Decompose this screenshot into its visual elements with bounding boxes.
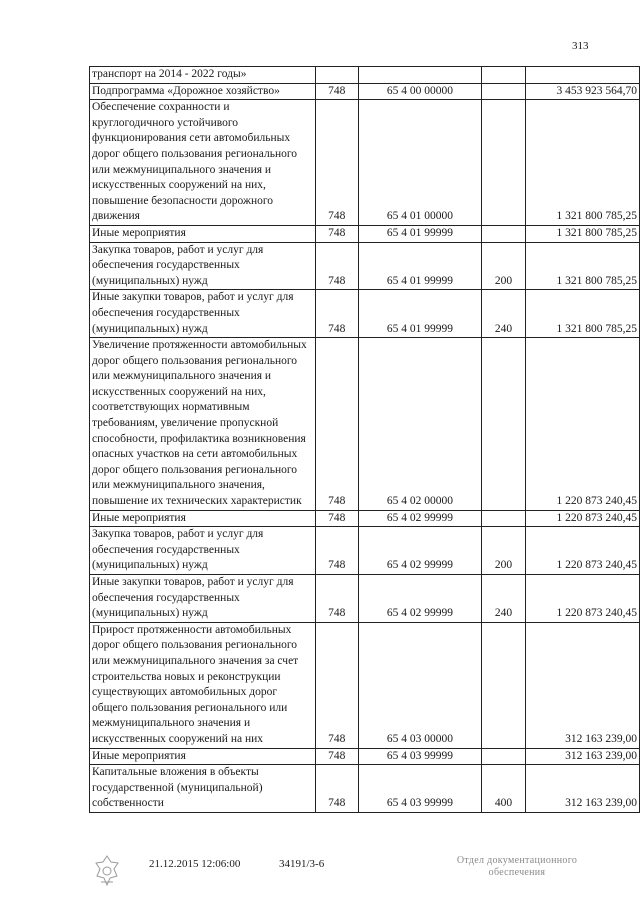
row-expense-type-cell: 200 (482, 242, 525, 290)
row-ved-code-cell: 748 (316, 83, 358, 100)
row-ved-code-cell: 748 (316, 527, 358, 575)
stamp-line-2: обеспечения (488, 867, 546, 878)
row-expense-type-cell (482, 67, 525, 84)
table-row (90, 765, 640, 813)
row-name-cell: Иные мероприятия (90, 748, 316, 765)
row-ved-code-cell: 748 (316, 242, 358, 290)
table-row (90, 510, 640, 527)
row-target-article-cell: 65 4 01 99999 (358, 225, 482, 242)
row-target-article-cell: 65 4 01 00000 (358, 100, 482, 226)
row-expense-type-cell: 200 (482, 527, 525, 575)
row-amount-cell: 1 321 800 785,25 (525, 225, 639, 242)
row-target-article-cell: 65 4 02 00000 (358, 338, 482, 511)
row-name-cell: Закупка товаров, работ и услуг для обеспечения государственных (муниципальных) нужд (90, 527, 316, 575)
row-amount-cell: 312 163 239,00 (525, 748, 639, 765)
row-name-cell: Иные закупки товаров, работ и услуг для обеспечения государственных (муниципальных) нужд (90, 290, 316, 338)
row-ved-code-cell: 748 (316, 100, 358, 226)
row-target-article-cell: 65 4 03 00000 (358, 622, 482, 748)
row-amount-cell: 1 321 800 785,25 (525, 100, 639, 226)
row-name-cell: Увеличение протяженности автомобильных дорог общего пользования регионального или межмуниципального значения и искусственных сооружений на них, соответствующих нормативным требованиям, увеличение пропускной способности, профилактика возникновения опасных участков на сети автомобильных дорог общего пользования регионального или межмуниципального значения, повышение их технических характеристик (90, 338, 316, 511)
row-name-cell: Иные мероприятия (90, 510, 316, 527)
row-amount-cell: 312 163 239,00 (525, 622, 639, 748)
department-stamp (442, 855, 592, 879)
row-expense-type-cell (482, 83, 525, 100)
row-amount-cell: 1 321 800 785,25 (525, 242, 639, 290)
table-row (90, 527, 640, 575)
table-row (90, 225, 640, 242)
row-amount-cell: 3 453 923 564,70 (525, 83, 639, 100)
row-name-cell: Иные закупки товаров, работ и услуг для обеспечения государственных (муниципальных) нужд (90, 575, 316, 623)
row-ved-code-cell: 748 (316, 338, 358, 511)
table-row (90, 748, 640, 765)
row-ved-code-cell: 748 (316, 225, 358, 242)
row-amount-cell: 1 321 800 785,25 (525, 290, 639, 338)
row-expense-type-cell: 240 (482, 290, 525, 338)
row-name-cell: Закупка товаров, работ и услуг для обеспечения государственных (муниципальных) нужд (90, 242, 316, 290)
row-name-cell: транспорт на 2014 - 2022 годы» (90, 67, 316, 84)
table-row (90, 290, 640, 338)
row-target-article-cell: 65 4 00 00000 (358, 83, 482, 100)
row-expense-type-cell (482, 100, 525, 226)
row-expense-type-cell (482, 748, 525, 765)
row-ved-code-cell: 748 (316, 510, 358, 527)
coat-of-arms-icon (92, 854, 122, 888)
footer-datetime: 21.12.2015 12:06:00 (149, 858, 241, 870)
row-name-cell: Прирост протяженности автомобильных дорог общего пользования регионального или межмуниципального значения за счет строительства новых и реконструкции существующих автомобильных дорог общего пользования регионального или межмуниципального значения и искусственных сооружений на них (90, 622, 316, 748)
stamp-line-1: Отдел документационного (456, 855, 578, 866)
row-name-cell: Подпрограмма «Дорожное хозяйство» (90, 83, 316, 100)
row-target-article-cell: 65 4 02 99999 (358, 510, 482, 527)
table-row (90, 575, 640, 623)
row-amount-cell: 1 220 873 240,45 (525, 338, 639, 511)
row-amount-cell: 312 163 239,00 (525, 765, 639, 813)
row-target-article-cell: 65 4 02 99999 (358, 575, 482, 623)
row-expense-type-cell: 400 (482, 765, 525, 813)
row-amount-cell: 1 220 873 240,45 (525, 510, 639, 527)
row-ved-code-cell: 748 (316, 748, 358, 765)
footer-document-code: 34191/3-6 (279, 858, 325, 870)
row-ved-code-cell: 748 (316, 575, 358, 623)
table-row (90, 242, 640, 290)
row-target-article-cell: 65 4 02 99999 (358, 527, 482, 575)
row-ved-code-cell: 748 (316, 622, 358, 748)
table-row (90, 83, 640, 100)
row-expense-type-cell: 240 (482, 575, 525, 623)
table-row (90, 67, 640, 84)
row-name-cell: Обеспечение сохранности и круглогодичного устойчивого функционирования сети автомобильных дорог общего пользования регионального или межмуниципального значения и искусственных сооружений на них, повышение безопасности дорожного движения (90, 100, 316, 226)
row-expense-type-cell (482, 510, 525, 527)
row-amount-cell: 1 220 873 240,45 (525, 575, 639, 623)
table-row (90, 622, 640, 748)
page-number: 313 (572, 40, 589, 52)
row-ved-code-cell: 748 (316, 290, 358, 338)
row-expense-type-cell (482, 225, 525, 242)
row-target-article-cell: 65 4 03 99999 (358, 748, 482, 765)
row-target-article-cell (358, 67, 482, 84)
row-target-article-cell: 65 4 01 99999 (358, 290, 482, 338)
row-target-article-cell: 65 4 01 99999 (358, 242, 482, 290)
table-row (90, 100, 640, 226)
row-expense-type-cell (482, 338, 525, 511)
row-expense-type-cell (482, 622, 525, 748)
table-row (90, 338, 640, 511)
budget-table (89, 66, 640, 813)
row-name-cell: Капитальные вложения в объекты государственной (муниципальной) собственности (90, 765, 316, 813)
row-amount-cell (525, 67, 639, 84)
row-amount-cell: 1 220 873 240,45 (525, 527, 639, 575)
row-ved-code-cell (316, 67, 358, 84)
row-name-cell: Иные мероприятия (90, 225, 316, 242)
row-ved-code-cell: 748 (316, 765, 358, 813)
row-target-article-cell: 65 4 03 99999 (358, 765, 482, 813)
